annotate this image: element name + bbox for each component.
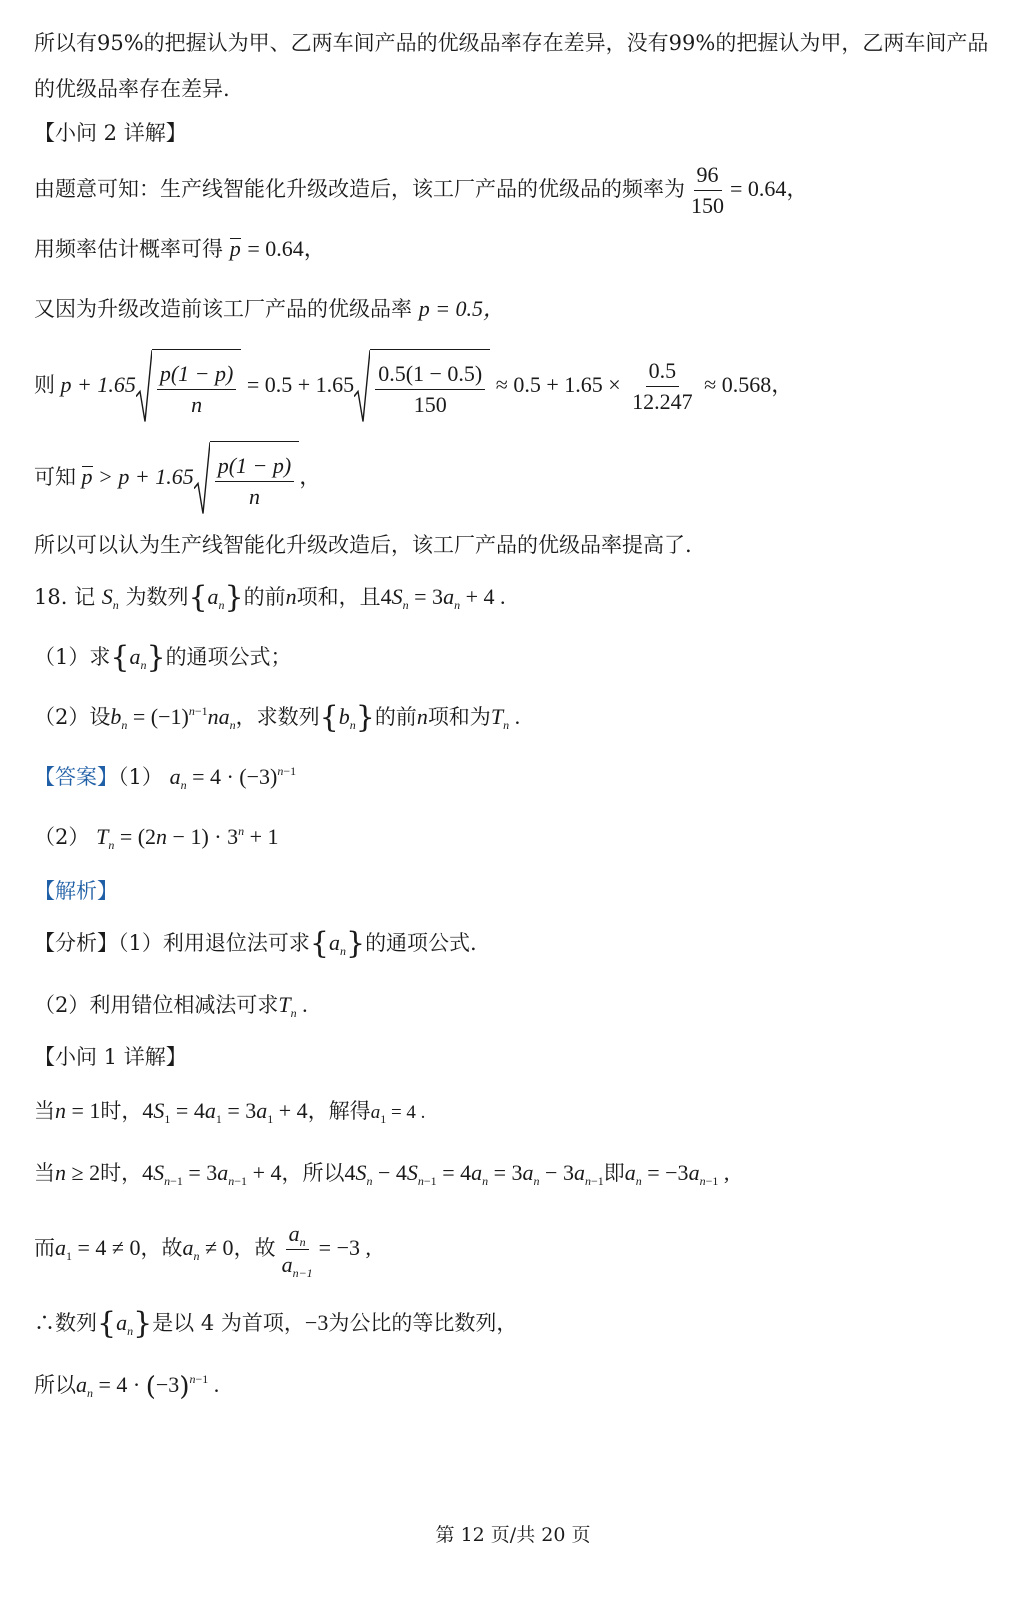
math-set-b-n: $\{b_n\}$ xyxy=(319,700,375,735)
step-line-3 xyxy=(34,1212,996,1284)
text: 可知 xyxy=(34,465,76,489)
math-step: $4S_{n-1} = 3a_{n-1} + 4$ xyxy=(142,1160,282,1188)
fraction xyxy=(279,1219,316,1280)
text: 当 xyxy=(34,1161,55,1185)
math-neg3: −3 xyxy=(304,1310,329,1335)
math-n-eq-1: n = 1 xyxy=(55,1098,101,1123)
equation-value: = 0.64， xyxy=(730,176,809,201)
p-bar: p xyxy=(229,236,241,261)
text: 则 xyxy=(34,373,55,397)
fraction xyxy=(629,356,696,417)
step-line-5 xyxy=(34,1370,996,1402)
text: 即 xyxy=(603,1161,625,1185)
fraction-numerator: p(1 − p) xyxy=(215,451,295,482)
fraction-numerator: p(1 − p) xyxy=(157,359,237,390)
fraction xyxy=(688,160,727,221)
paragraph-line: 的优级品率存在差异. xyxy=(34,77,230,101)
text: ，所以 xyxy=(281,1161,345,1185)
math-equation: $4S_n = 3a_n + 4$ . xyxy=(380,584,506,612)
math-a1-eq-4: $a_1 = 4$ . xyxy=(370,1102,426,1126)
math-n: n xyxy=(285,584,297,609)
fraction-numerator: $a_n$ xyxy=(286,1219,309,1250)
text: ，求数列 xyxy=(235,705,320,729)
text: （1）利用退位法可求 xyxy=(118,931,310,955)
fenxi-line-2 xyxy=(34,990,996,1020)
text: （1） xyxy=(118,765,163,789)
section-heading: 【小问 1 详解】 xyxy=(34,1045,187,1069)
page-footer: 第 12 页/共 20 页 xyxy=(435,1524,591,1546)
math-step: = −3 , xyxy=(318,1235,371,1260)
math-b-n-def: $b_n = (-1)^{n-1}na_n$ xyxy=(110,704,236,732)
text: （2） xyxy=(34,825,90,849)
step-line-2 xyxy=(34,1158,996,1188)
text: 时， xyxy=(100,1161,143,1185)
math-n-ge-2: n ≥ 2 xyxy=(55,1160,101,1185)
answer-label: 【答案】 xyxy=(34,765,118,789)
estimate-line xyxy=(34,234,996,264)
text: 的前 xyxy=(374,705,417,729)
frequency-line xyxy=(34,158,996,221)
text: 而 xyxy=(34,1236,55,1260)
math-set-a-n: $\{a_n\}$ xyxy=(309,926,366,961)
text: 项和为 xyxy=(427,705,491,729)
text: （1）求 xyxy=(34,645,111,669)
text: （2）设 xyxy=(34,705,111,729)
math-S-n: $S_n$ xyxy=(101,584,119,612)
math-step: $a_1 = 4 \ne 0$ xyxy=(55,1235,141,1263)
sqrt xyxy=(194,441,300,516)
text: 的通项公式. xyxy=(365,931,477,955)
math-set-a-n: $\{a_n\}$ xyxy=(97,1306,153,1341)
math-answer-2: $T_n = (2n - 1) \cdot 3^n + 1$ xyxy=(96,824,279,852)
text: 为公比的等比数列， xyxy=(328,1311,518,1335)
step-line-1 xyxy=(34,1096,996,1128)
sqrt xyxy=(136,349,242,424)
fenxi-line-1 xyxy=(34,928,996,959)
math-answer-1: $a_n = 4 \cdot (-3)^{n-1}$ xyxy=(169,764,297,792)
p-bar: p xyxy=(81,464,93,489)
radical-sign xyxy=(354,349,370,424)
question-18-part-1 xyxy=(34,642,996,673)
expr: = 0.5 + 1.65 xyxy=(246,372,355,397)
fraction-denominator: n xyxy=(248,483,260,509)
text: 项和，且 xyxy=(296,585,381,609)
paragraph-line: 所以有95%的把握认为甲、乙两车间产品的优级品率存在差异，没有99%的把握认为甲，乙两车间产品 xyxy=(34,31,989,55)
math-step: $4S_n - 4S_{n-1} = 4a_n = 3a_n - 3a_{n-1}$ xyxy=(344,1160,604,1188)
text: ， xyxy=(299,464,322,489)
fraction-denominator: n xyxy=(191,391,203,417)
math-T-n: $T_n$ xyxy=(278,992,297,1020)
comparison-line xyxy=(34,440,996,516)
text: . xyxy=(296,992,308,1017)
equation-value: p = 0.5， xyxy=(418,296,506,321)
equation-value: = 0.64， xyxy=(247,236,326,261)
math-T-n: $T_n$ xyxy=(490,704,510,732)
math-step: $4S_1 = 4a_1 = 3a_1 + 4$ xyxy=(142,1098,308,1126)
text: . xyxy=(509,704,521,729)
text: ，故 xyxy=(233,1236,276,1260)
text: 当 xyxy=(34,1099,55,1123)
math-step: $a_n = -3a_{n-1}$ , xyxy=(624,1160,730,1188)
fraction-numerator: 96 xyxy=(694,160,722,191)
fraction-denominator: 12.247 xyxy=(632,389,693,415)
fraction xyxy=(157,359,237,420)
text: 为数列 xyxy=(125,585,189,609)
fraction xyxy=(215,451,295,512)
text: 用频率估计概率可得 xyxy=(34,237,223,261)
conclusion-line: 所以可以认为生产线智能化升级改造后，该工厂产品的优级品率提高了. xyxy=(34,533,692,557)
expr: p + 1.65 xyxy=(60,372,136,397)
math-step: $a_n \ne 0$ xyxy=(182,1235,234,1263)
analysis-label: 【解析】 xyxy=(34,879,118,903)
text: ∴数列 xyxy=(34,1311,97,1335)
fraction-denominator: $a_{n-1}$ xyxy=(281,1252,313,1280)
radical-sign xyxy=(136,349,152,424)
fraction-numerator: 0.5(1 − 0.5) xyxy=(375,359,485,390)
section-heading: 【小问 2 详解】 xyxy=(34,121,187,145)
fraction-numerator: 0.5 xyxy=(646,356,680,387)
text: 所以 xyxy=(34,1373,76,1397)
text: 由题意可知：生产线智能化升级改造后，该工厂产品的优级品的频率为 xyxy=(34,177,685,201)
expr: > p + 1.65 xyxy=(98,464,194,489)
text: 18. 记 xyxy=(34,585,96,609)
computation-line xyxy=(34,348,996,424)
step-line-4 xyxy=(34,1308,996,1339)
fraction xyxy=(375,359,485,420)
text: 又因为升级改造前该工厂产品的优级品率 xyxy=(34,297,412,321)
text: （2）利用错位相减法可求 xyxy=(34,993,279,1017)
fraction-denominator: 150 xyxy=(413,391,447,417)
question-18 xyxy=(34,582,996,613)
math-set-a-n: $\{a_n\}$ xyxy=(110,640,166,675)
expr: ≈ 0.5 + 1.65 × xyxy=(495,372,621,397)
sqrt xyxy=(354,349,490,424)
text: ，故 xyxy=(140,1236,183,1260)
math-set-a-n: $\{a_n\}$ xyxy=(188,580,244,615)
question-18-part-2 xyxy=(34,702,996,733)
answer-part-1 xyxy=(34,762,996,792)
answer-part-2 xyxy=(34,822,996,852)
math-n: n xyxy=(416,704,428,729)
radical-sign xyxy=(194,441,210,516)
math-final: $a_n = 4 \cdot (-3)^{n-1}$ . xyxy=(76,1372,220,1402)
fenxi-label: 【分析】 xyxy=(34,931,118,955)
fraction-denominator: 150 xyxy=(691,193,724,218)
text: 时， xyxy=(100,1099,143,1123)
expr: ≈ 0.568， xyxy=(704,372,794,397)
text: 的通项公式； xyxy=(165,645,292,669)
prior-rate-line xyxy=(34,294,996,324)
text: ，解得 xyxy=(307,1099,371,1123)
text: 的前 xyxy=(243,585,286,609)
text: 是以 4 为首项， xyxy=(152,1311,305,1335)
